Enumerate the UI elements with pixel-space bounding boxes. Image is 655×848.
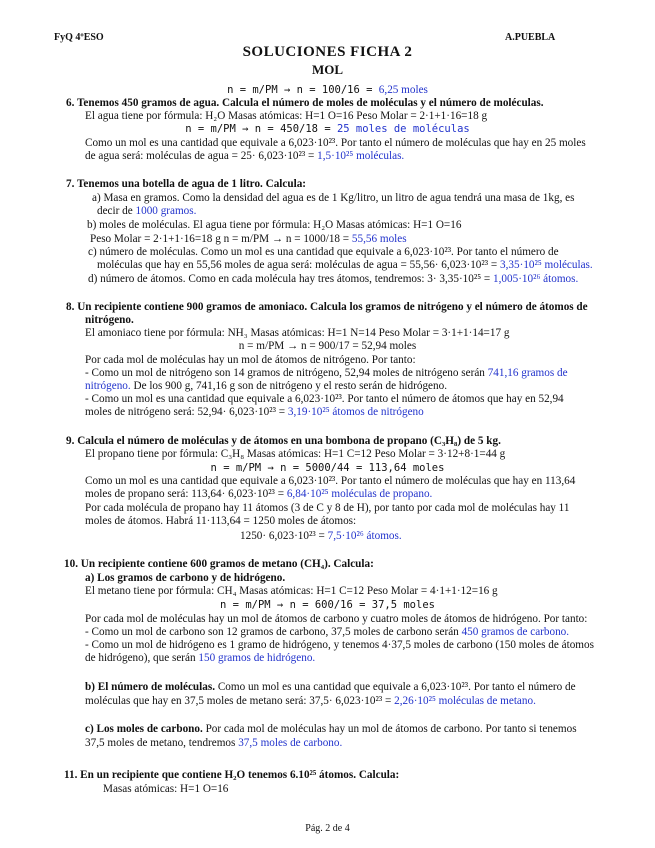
answer-text: 1,5·10²⁵ moléculas. <box>317 150 405 162</box>
text: d) número de átomos. Como en cada molécula hay tres átomos, tendremos: 3· 3,35·10²⁵ = <box>88 273 494 285</box>
q10b-line <box>85 681 576 694</box>
q11-data-line: Masas atómicas: H=1 O=16 <box>103 783 229 795</box>
answer-text: 7,5·10²⁶ átomos. <box>327 530 402 542</box>
answer-text: 3,19·10²⁵ átomos de nitrógeno <box>287 406 424 418</box>
answer-text: 1000 gramos. <box>135 205 197 217</box>
answer-text: 6,25 moles <box>378 84 428 96</box>
page-footer: Pág. 2 de 4 <box>305 823 350 834</box>
subheading: b) El número de moléculas. <box>85 681 216 693</box>
q10-text-line-3: - Como un mol de hidrógeno es 1 gramo de hidrógeno, y tenemos 4·37,5 moles de carbono (150 moles de átomos <box>85 639 594 651</box>
question-11: 11. En un recipiente que contiene H₂O tenemos 6.10²⁵ átomos. Calcula: <box>64 769 400 781</box>
formula-line <box>0 84 655 97</box>
q10-text-line: Por cada mol de moléculas hay un mol de átomos de carbono y cuatro moles de átomos de hidrógeno. Por tanto: <box>85 613 588 625</box>
q10c-result-line <box>85 737 342 750</box>
answer-text: 741,16 gramos de <box>487 367 568 379</box>
formula-text: n = m/PM → n = 900/17 = 52,94 moles <box>238 340 417 352</box>
formula-text: n = m/PM → n = 5000/44 = 113,64 moles <box>210 462 445 474</box>
question-8-cont: nitrógeno. <box>85 314 134 326</box>
q8-result-line <box>85 406 424 419</box>
question-6: 6. Tenemos 450 gramos de agua. Calcula el número de moles de moléculas y el número de moléculas. <box>66 97 544 109</box>
q9-text-line-3: moles de átomos. Habrá 11·113,64 = 1250 moles de átomos: <box>85 515 357 527</box>
question-9: 9. Calcula el número de moléculas y de átomos en una bombona de propano (C₃H₈) de 5 kg. <box>66 435 501 447</box>
text: moles de propano será: 113,64· 6,023·10²³ = <box>85 488 287 500</box>
text: - Como un mol de carbono son 12 gramos de carbono, 37,5 moles de carbono serán <box>85 626 462 638</box>
formula-text: n = m/PM → n = 600/16 = 37,5 moles <box>220 599 435 611</box>
text: De los 900 g, 741,16 g son de nitrógeno y el resto serán de hidrógeno. <box>130 380 447 392</box>
answer-text: 37,5 moles de carbono. <box>238 737 343 749</box>
q10b-result-line <box>85 695 536 708</box>
q9-text-line-2: Por cada molécula de propano hay 11 átomos (3 de C y 8 de H), por tanto por cada mol de moléculas hay 11 <box>85 502 570 514</box>
q7a-line: a) Masa en gramos. Como la densidad del agua es de 1 Kg/litro, un litro de agua tendrá una masa de 1kg, es <box>92 192 575 204</box>
text: 1250· 6,023·10²³ = <box>240 530 328 542</box>
q9-result-line-2 <box>240 530 402 543</box>
text: - Como un mol de nitrógeno son 14 gramos de nitrógeno, 52,94 moles de nitrógeno serán <box>85 367 488 379</box>
header-author: A.PUEBLA <box>505 32 556 43</box>
q7b-line: b) moles de moléculas. El agua tiene por fórmula: H₂O Masas atómicas: H=1 O=16 <box>87 219 462 231</box>
text: decir de <box>97 205 136 217</box>
answer-text: 6,84·10²⁵ moléculas de propano. <box>286 488 433 500</box>
question-10: 10. Un recipiente contiene 600 gramos de metano (CH₄). Calcula: <box>64 558 374 570</box>
answer-text: 25 moles de moléculas <box>336 123 470 135</box>
text: de hidrógeno), que serán <box>85 652 199 664</box>
q10a-heading: a) Los gramos de carbono y de hidrógeno. <box>85 572 286 584</box>
q9-result-line <box>85 488 432 501</box>
q9-formula-line <box>0 462 655 475</box>
formula-text: n = m/PM → n = 100/16 = <box>227 84 379 96</box>
text: moléculas que hay en 37,5 moles de metano será: 37,5· 6,023·10²³ = <box>85 695 395 707</box>
text: Peso Molar = 2·1+1·16=18 g n = m/PM → n = 1000/18 = <box>90 233 352 245</box>
q10c-line <box>85 723 577 736</box>
q8-data-line: El amoniaco tiene por fórmula: NH₃ Masas atómicas: H=1 N=14 Peso Molar = 3·1+1·14=17 g <box>85 327 510 339</box>
q8-text-line-4: - Como un mol es una cantidad que equivale a 6,023·10²³. Por tanto el número de átomos que hay en 52,94 <box>85 393 564 405</box>
subheading: c) Los moles de carbono. <box>85 723 203 735</box>
q7c-result-line <box>97 259 593 272</box>
page-title: SOLUCIONES FICHA 2 <box>242 44 413 60</box>
q6-result-line <box>85 150 404 163</box>
q6-text-line: Como un mol es una cantidad que equivale a 6,023·10²³. Por tanto el número de moléculas que hay en 25 moles <box>85 137 586 149</box>
text: moléculas que hay en 55,56 moles de agua será: moléculas de agua = 55,56· 6,023·10²³ = <box>97 259 501 271</box>
q10-text-line-2 <box>85 626 569 639</box>
q9-text-line: Como un mol es una cantidad que equivale a 6,023·10²³. Por tanto el número de moléculas que hay en 113,64 <box>85 475 576 487</box>
text: Como un mol es una cantidad que equivale a 6,023·10²³. Por tanto el número de <box>215 681 576 693</box>
header-course: FyQ 4ºESO <box>54 32 104 43</box>
q8-text-line-2 <box>85 367 568 380</box>
question-7: 7. Tenemos una botella de agua de 1 litro. Calcula: <box>66 178 307 190</box>
q8-text-line-3 <box>85 380 447 393</box>
answer-text: 1,005·10²⁶ átomos. <box>493 273 579 285</box>
answer-text: 2,26·10²⁵ moléculas de metano. <box>394 695 536 707</box>
q7d-line <box>88 273 578 286</box>
q6-data-line: El agua tiene por fórmula: H₂O Masas atómicas: H=1 O=16 Peso Molar = 2·1+1·16=18 g <box>85 110 488 122</box>
answer-text: 450 gramos de carbono. <box>461 626 570 638</box>
q8-text-line: Por cada mol de moléculas hay un mol de átomos de nitrógeno. Por tanto: <box>85 354 416 366</box>
question-8: 8. Un recipiente contiene 900 gramos de amoniaco. Calcula los gramos de nitrógeno y el número de átomos de <box>66 301 588 313</box>
answer-text: 150 gramos de hidrógeno. <box>198 652 316 664</box>
answer-text: nitrógeno. <box>85 380 131 392</box>
q7c-line: c) número de moléculas. Como un mol es una cantidad que equivale a 6,023·10²³. Por tanto el número de <box>88 246 559 258</box>
answer-text: 3,35·10²⁵ moléculas. <box>500 259 593 271</box>
answer-text: 55,56 moles <box>351 233 407 245</box>
q10-data-line: El metano tiene por fórmula: CH₄ Masas atómicas: H=1 C=12 Peso Molar = 4·1+1·12=16 g <box>85 585 498 597</box>
formula-text: n = m/PM → n = 450/18 = <box>185 123 337 135</box>
text: moles de nitrógeno será: 52,94· 6,023·10²³ = <box>85 406 288 418</box>
q10-text-line-4 <box>85 652 315 665</box>
text: de agua será: moléculas de agua = 25· 6,023·10²³ = <box>85 150 318 162</box>
page-subtitle: MOL <box>311 62 344 77</box>
text: 37,5 moles de metano, tendremos <box>85 737 239 749</box>
q7a-result-line <box>97 205 196 218</box>
q8-formula-line <box>0 340 655 353</box>
q10-formula-line <box>0 599 655 612</box>
q9-data-line: El propano tiene por fórmula: C₃H₈ Masas atómicas: H=1 C=12 Peso Molar = 3·12+8·1=44 g <box>85 448 506 460</box>
q6-formula-line <box>0 123 655 136</box>
q7b-result-line <box>90 233 407 246</box>
text: Por cada mol de moléculas hay un mol de átomos de carbono. Por tanto si tenemos <box>202 723 577 735</box>
